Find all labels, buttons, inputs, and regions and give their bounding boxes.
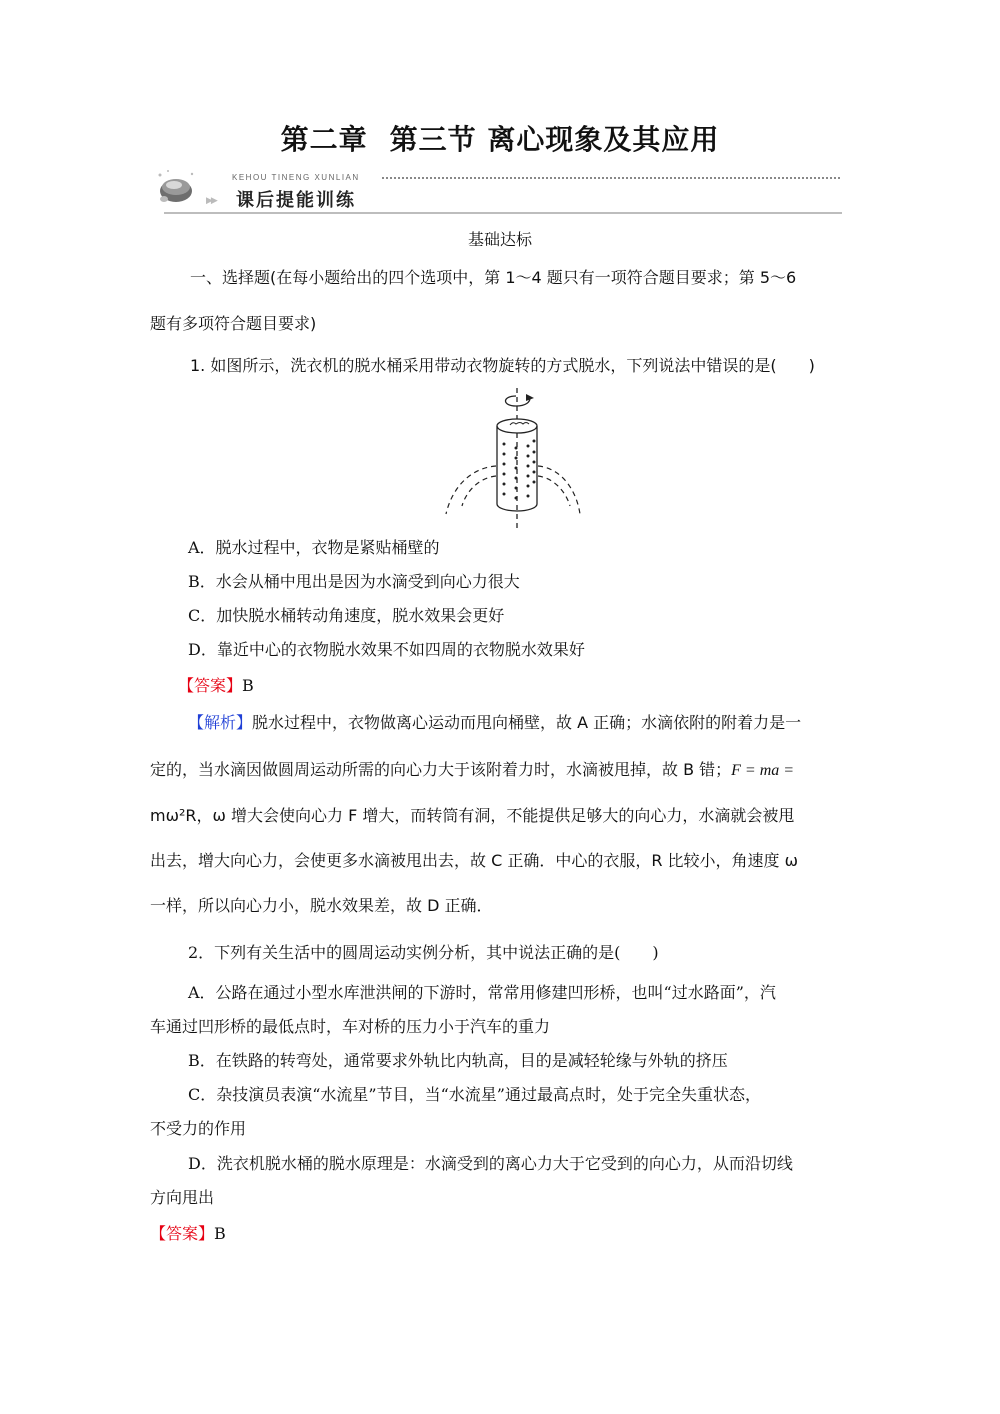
answer-value: B: [242, 676, 254, 695]
question-1-analysis-line2: [150, 760, 794, 781]
answer-label: 【答案】: [178, 676, 243, 695]
analysis-text: 脱水过程中，衣物做离心运动而甩向桶壁，故 A 正确；水滴依附的附着力是一: [252, 713, 802, 732]
question-1-option-a: A．脱水过程中，衣物是紧贴桶壁的: [188, 538, 440, 557]
question-1-stem: 1. 如图所示，洗衣机的脱水桶采用带动衣物旋转的方式脱水，下列说法中错误的是( ): [190, 356, 815, 375]
banner-pinyin: KEHOU TINENG XUNLIAN: [232, 173, 360, 182]
question-2-answer: [150, 1224, 226, 1244]
question-2-option-a-line1: A．公路在通过小型水库泄洪闸的下游时，常常用修建凹形桥，也叫“过水路面”，汽: [188, 983, 776, 1002]
question-1-analysis-line1: [188, 713, 801, 733]
question-1-answer: [178, 676, 254, 696]
question-1-option-c: C．加快脱水桶转动角速度，脱水效果会更好: [188, 606, 505, 625]
question-2-option-d-line2: 方向甩出: [150, 1188, 215, 1207]
section-banner: [150, 165, 850, 217]
double-arrow-icon: ▶▶: [206, 196, 216, 206]
question-1-analysis-line4: 出去，增大向心力，会使更多水滴被甩出去，故 C 正确．中心的衣服，R 比较小，角速度 ω: [150, 851, 799, 870]
question-2-option-d-line1: D．洗衣机脱水桶的脱水原理是：水滴受到的离心力大于它受到的向心力，从而沿切线: [188, 1154, 793, 1173]
spin-dryer-drum-figure: [430, 388, 590, 530]
question-2-option-a-line2: 车通过凹形桥的最低点时，车对桥的压力小于汽车的重力: [150, 1017, 551, 1036]
drum-holes: [503, 440, 536, 500]
banner-dotted-rule: [382, 177, 840, 179]
question-1-option-b: B．水会从桶中甩出是因为水滴受到向心力很大: [188, 572, 520, 591]
question-1-option-d: D．靠近中心的衣物脱水效果不如四周的衣物脱水效果好: [188, 640, 585, 659]
part-heading-line1: 一、选择题(在每小题给出的四个选项中，第 1～4 题只有一项符合题目要求；第 5～6: [190, 268, 797, 287]
question-1-analysis-line5: 一样，所以向心力小，脱水效果差，故 D 正确．: [150, 896, 493, 915]
answer-value: B: [214, 1224, 226, 1243]
part-heading-line2: 题有多项符合题目要求): [150, 314, 317, 333]
page-title: [0, 118, 1000, 158]
analysis-label: 【解析】: [188, 713, 253, 732]
question-2-option-c-line1: C．杂技演员表演“水流星”节目，当“水流星”通过最高点时，处于完全失重状态，: [188, 1085, 761, 1104]
question-2-stem: 2．下列有关生活中的圆周运动实例分析，其中说法正确的是( ): [188, 943, 659, 962]
analysis-text: 定的，当水滴因做圆周运动所需的向心力大于该附着力时，水滴被甩掉，故 B 错；: [150, 760, 732, 779]
banner-rule: [164, 212, 842, 214]
answer-label: 【答案】: [150, 1224, 215, 1243]
helmet-logo-icon: [154, 165, 204, 210]
chapter-label: 第二章: [280, 123, 368, 156]
question-1-analysis-line3: mω²R，ω 增大会使向心力 F 增大，而转筒有洞，不能提供足够大的向心力，水滴就会被甩: [150, 806, 795, 825]
banner-label: 课后提能训练: [236, 190, 356, 211]
section-label: 第三节 离心现象及其应用: [389, 123, 720, 156]
question-2-option-b: B．在铁路的转弯处，通常要求外轨比内轨高，目的是减轻轮缘与外轨的挤压: [188, 1051, 728, 1070]
question-2-option-c-line2: 不受力的作用: [150, 1119, 247, 1138]
formula-text: F = ma =: [731, 762, 795, 779]
section-heading: 基础达标: [467, 230, 532, 249]
